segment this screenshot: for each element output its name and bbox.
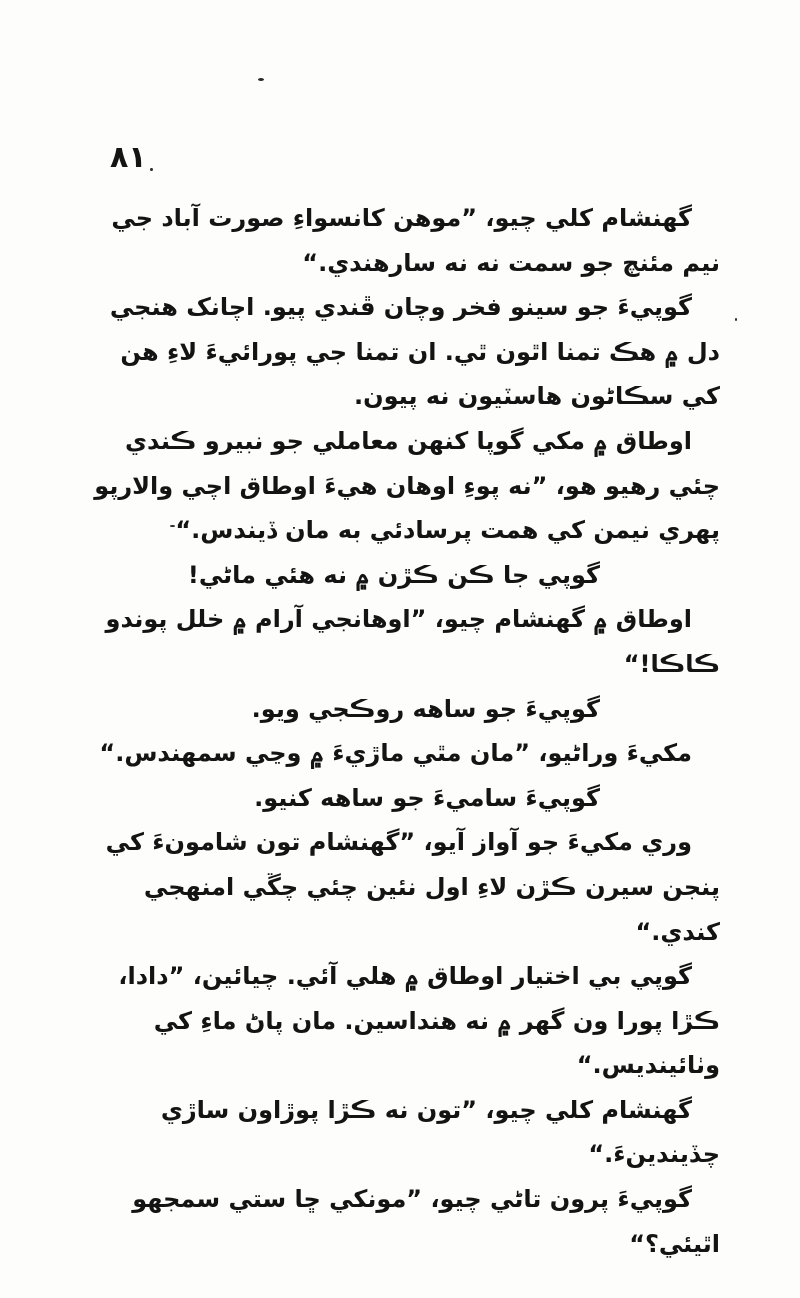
text-line: گوپيءَ جو سينو فخر وچان ڦندي پيو. اچانک هنجي bbox=[109, 293, 692, 322]
text-line: گوپيءَ ساميءَ جو ساهه کنيو. bbox=[254, 783, 600, 812]
text-line: وٺائينديس.“ bbox=[576, 1051, 720, 1080]
text-line: کي سڪاڻون هاسٽيون نه پيون. bbox=[354, 382, 720, 411]
ink-speck bbox=[150, 168, 153, 171]
text-line: اوطاق ۾ گهنشام چيو، ”اوهانجي آرام ۾ خلل پوندو bbox=[105, 605, 692, 634]
text-line: ڪڙا پورا ون گهر ۾ نه هنداسين. مان پاڻ ماءِ کي bbox=[153, 1006, 720, 1035]
page-number: ٨١ bbox=[110, 140, 147, 175]
text-line: پنجن سيرن ڪڙن لاءِ اول نئين چئي چڱي امنهجي bbox=[143, 872, 720, 901]
text-line: اوطاق ۾ مکي گوپا کنهن معاملي جو نبيرو ڪندي bbox=[124, 426, 692, 455]
text-line: ڪاڪا!“ bbox=[623, 649, 720, 678]
text-line: گهنشام کلي چيو، ”موهن کانسواءِ صورت آباد جي bbox=[111, 204, 692, 232]
text-line: گهنشام کلي چيو، ”تون نه ڪڙا پوڙاون ساڙي bbox=[160, 1095, 692, 1124]
ink-speck bbox=[735, 318, 737, 321]
text-line: گوپي جا ڪن ڪڙن ۾ نه هئي ماڻي! bbox=[187, 560, 600, 589]
page-body-text bbox=[88, 196, 720, 1266]
text-line: چڏيندينءَ.“ bbox=[588, 1140, 720, 1169]
text-line: گوپي بي اختيار اوطاق ۾ هلي آئي. چيائين، ”دادا، bbox=[118, 962, 692, 991]
text-line: پهري نيمن کي همت پرسادئي به مان ڏيندس.“ bbox=[175, 516, 720, 545]
text-line: مکيءَ وراڻيو، ”مان مٿي ماڙيءَ ۾ وڃي سمهندس.“ bbox=[99, 739, 692, 768]
text-line: گوپيءَ پرون تاڻي چيو، ”مونکي ڇا ستي سمجهو bbox=[132, 1185, 692, 1214]
text-line: نيم مئنچ جو سمت نه نه سارهندي.“ bbox=[302, 248, 720, 277]
text-line: چئي رهيو هو، ”نه پوءِ اوهان هيءَ اوطاق اچي والارپو bbox=[94, 471, 720, 500]
text-line: اٿيئي؟“ bbox=[629, 1229, 720, 1258]
ink-speck bbox=[258, 78, 264, 81]
text-line: دل ۾ هڪ تمنا اٿون ٿي. ان تمنا جي پورائيءَ لاءِ هن bbox=[120, 337, 720, 366]
text-line: کندي.“ bbox=[635, 917, 720, 946]
text-line: گوپيءَ جو ساهه روڪجي ويو. bbox=[251, 694, 600, 723]
text-line: وري مکيءَ جو آواز آيو، ”گهنشام تون شامونءَ کي bbox=[105, 828, 692, 857]
